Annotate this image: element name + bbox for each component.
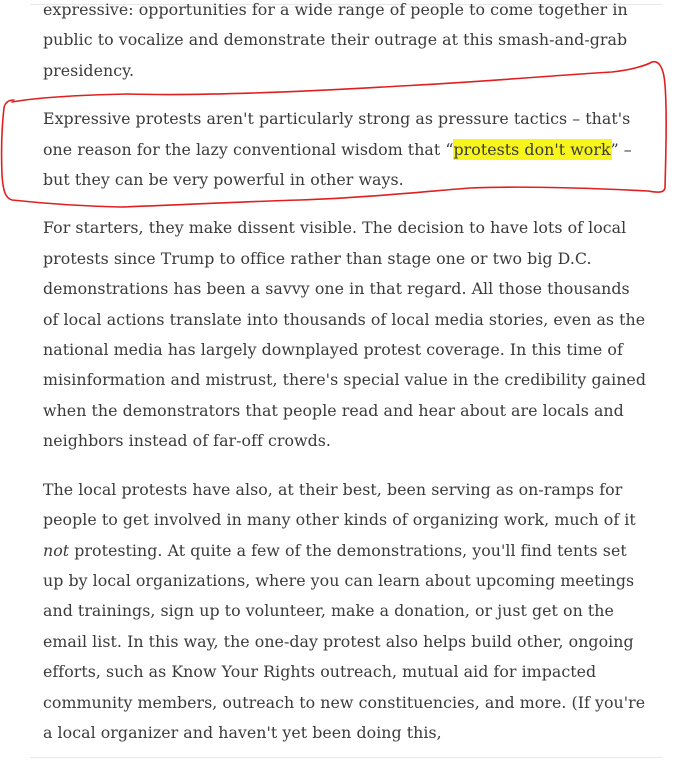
paragraph-2-text-after: ” – but they can be very powerful in other ways.: [43, 139, 632, 190]
highlighted-phrase: protests don't work: [453, 139, 611, 159]
bottom-divider: [30, 757, 662, 758]
emphasis-not: not: [43, 540, 70, 560]
paragraph-4: [43, 475, 648, 749]
paragraph-3: For starters, they make dissent visible. The decision to have lots of local protests since Trump to office rather than stage one or two big D.C. demonstrations has been a savvy one in that regard. All those thousands of local actions translate into thousands of local media stories, even as the national media has largely downplayed protest coverage. In this time of misinformation and mistrust, there's special value in the credibility gained when the demonstrators that people read and hear about are locals and neighbors instead of far-off crowds.: [43, 218, 646, 451]
article-body: [43, 0, 648, 766]
paragraph-2: [43, 104, 648, 195]
paragraph-2-text-before: Expressive protests aren't particularly strong as pressure tactics – that's one reason for the lazy conventional wisdom that “: [43, 109, 631, 159]
paragraph-4-text-after: protesting. At quite a few of the demonstrations, you'll find tents set up by local organizations, where you can learn about upcoming meetings and trainings, sign up to volunteer, make a donation, or just get on the email list. In this way, the one-day protest also helps build other, ongoing efforts, such as Know Your Rights outreach, mutual aid for impacted community members, outreach to new constituencies, and more. (If you're a local organizer and haven't yet been doing this,: [43, 540, 646, 742]
paragraph-4-text-before: The local protests have also, at their best, been serving as on-ramps for people to get involved in many other kinds of organizing work, much of it: [43, 479, 636, 530]
paragraph-1: expressive: opportunities for a wide range of people to come together in public to vocalize and demonstrate their outrage at this smash-and-grab presidency.: [43, 0, 628, 80]
